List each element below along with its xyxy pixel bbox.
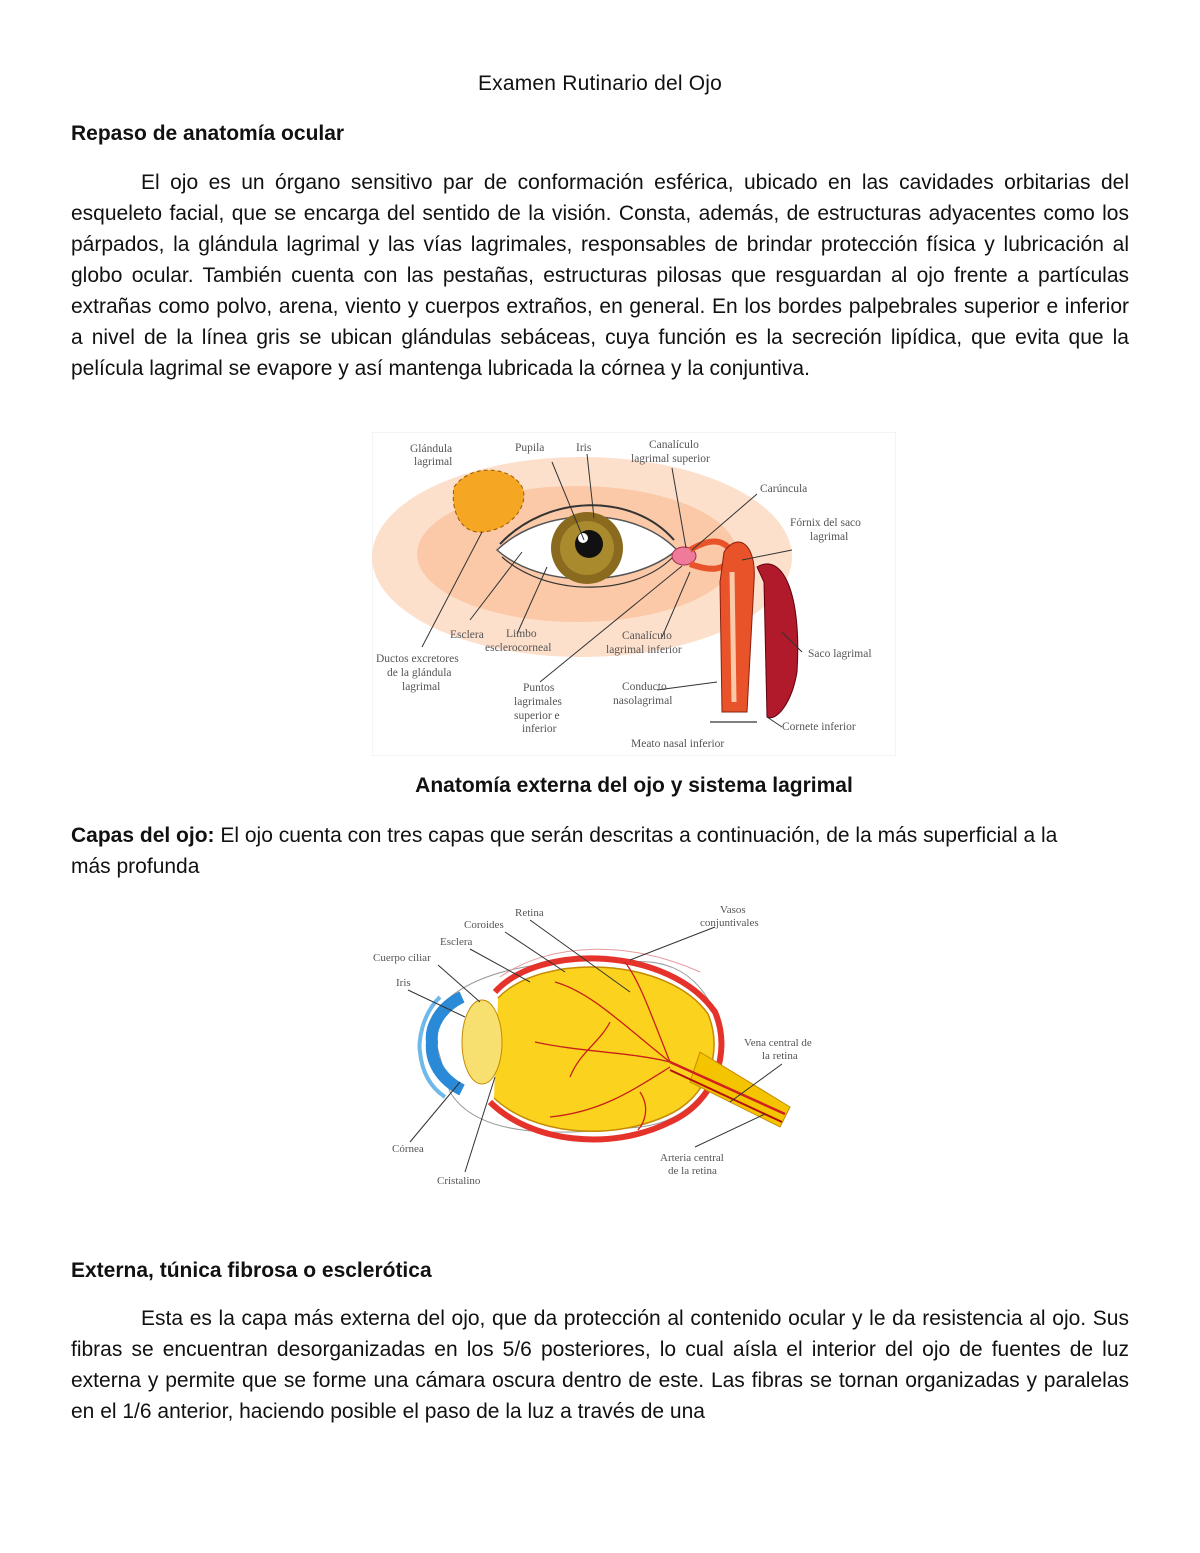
label-iris-layer: Iris — [396, 977, 411, 989]
label-puncta-2: lagrimales — [514, 696, 562, 708]
paragraph-layers — [71, 820, 1071, 882]
label-limbus-2: esclerocorneal — [485, 642, 552, 654]
layers-label: Capas del ojo: — [71, 824, 215, 847]
label-canaliculus-sup-2: lagrimal superior — [631, 453, 710, 465]
label-fornix-1: Fórnix del saco — [790, 517, 861, 529]
paragraph-sclera: Esta es la capa más externa del ojo, que da protección al contenido ocular y le da resistencia al ojo. Sus fibras se encuentran desorganizadas en los 5/6 posteriores, lo cual aísla el interior del ojo de fuentes de luz externa y permite que se forme una cámara oscura dentro de este. Las fibras se tornan organizadas y paralelas en el 1/6 anterior, haciendo posible el paso de la luz a través de una — [71, 1307, 1129, 1423]
lacrimal-system-diagram — [372, 432, 896, 756]
label-ducts-2: de la glándula — [387, 667, 452, 679]
paragraph-anatomy: El ojo es un órgano sensitivo par de conformación esférica, ubicado en las cavidades orbitarias del esqueleto facial, que se encarga del sentido de la visión. Consta, además, de estructuras adyacentes como los párpados, la glándula lagrimal y las vías lagrimales, responsables de brindar protección física y lubricación al globo ocular. También cuenta con las pestañas, estructuras pilosas que resguardan al ojo frente a partículas extrañas como polvo, arena, viento y cuerpos extraños, en general. En los bordes palpebrales superior e inferior a nivel de la línea gris se ubican glándulas sebáceas, cuya función es la secreción lipídica, que evita que la película lagrimal se evapore y así mantenga lubricada la córnea y la conjuntiva. — [71, 171, 1129, 380]
label-canaliculus-sup-1: Canalículo — [649, 439, 699, 451]
label-sclera: Esclera — [450, 629, 484, 641]
label-duct-2: nasolagrimal — [613, 695, 673, 707]
label-conjunctival-vessels-2: conjuntivales — [700, 917, 759, 929]
label-limbus-1: Limbo — [506, 628, 537, 640]
label-choroid: Coroides — [464, 919, 504, 931]
label-gland-2: lagrimal — [414, 456, 453, 468]
label-ciliary-body: Cuerpo ciliar — [373, 952, 431, 964]
label-retina: Retina — [515, 907, 544, 919]
label-ducts-3: lagrimal — [402, 681, 441, 693]
figure-caption-lacrimal: Anatomía externa del ojo y sistema lagrimal — [415, 774, 853, 797]
label-cornea: Córnea — [392, 1143, 424, 1155]
section-heading-sclera: Externa, túnica fibrosa o esclerótica — [71, 1259, 432, 1282]
label-central-artery-1: Arteria central — [660, 1152, 724, 1164]
label-inferior-turbinate: Cornete inferior — [782, 721, 856, 733]
label-central-vein-1: Vena central de — [744, 1037, 812, 1049]
label-conjunctival-vessels-1: Vasos — [720, 904, 746, 916]
label-iris: Iris — [576, 442, 592, 454]
label-lacrimal-sac: Saco lagrimal — [808, 648, 872, 660]
label-canaliculus-inf-2: lagrimal inferior — [606, 644, 682, 656]
eye-layers-diagram — [370, 902, 830, 1192]
label-duct-1: Conducto — [622, 681, 667, 693]
label-caruncle: Carúncula — [760, 483, 808, 495]
label-gland-1: Glándula — [410, 443, 453, 455]
section-heading-anatomy: Repaso de anatomía ocular — [71, 122, 345, 145]
label-lens: Cristalino — [437, 1175, 481, 1187]
label-central-vein-2: la retina — [762, 1050, 798, 1062]
label-central-artery-2: de la retina — [668, 1165, 717, 1177]
page-title: Examen Rutinario del Ojo — [477, 72, 723, 95]
layers-text: El ojo cuenta con tres capas que serán descritas a continuación, de la más superficial a la más profunda — [71, 824, 1058, 878]
label-puncta-1: Puntos — [523, 682, 555, 694]
label-pupil: Pupila — [515, 442, 545, 454]
label-inferior-meatus: Meato nasal inferior — [631, 738, 725, 750]
label-fornix-2: lagrimal — [810, 531, 849, 543]
label-puncta-3: superior e — [514, 710, 560, 722]
label-sclera-layer: Esclera — [440, 936, 473, 948]
label-ducts-1: Ductos excretores — [376, 653, 459, 665]
label-canaliculus-inf-1: Canalículo — [622, 630, 672, 642]
label-puncta-4: inferior — [522, 723, 557, 735]
